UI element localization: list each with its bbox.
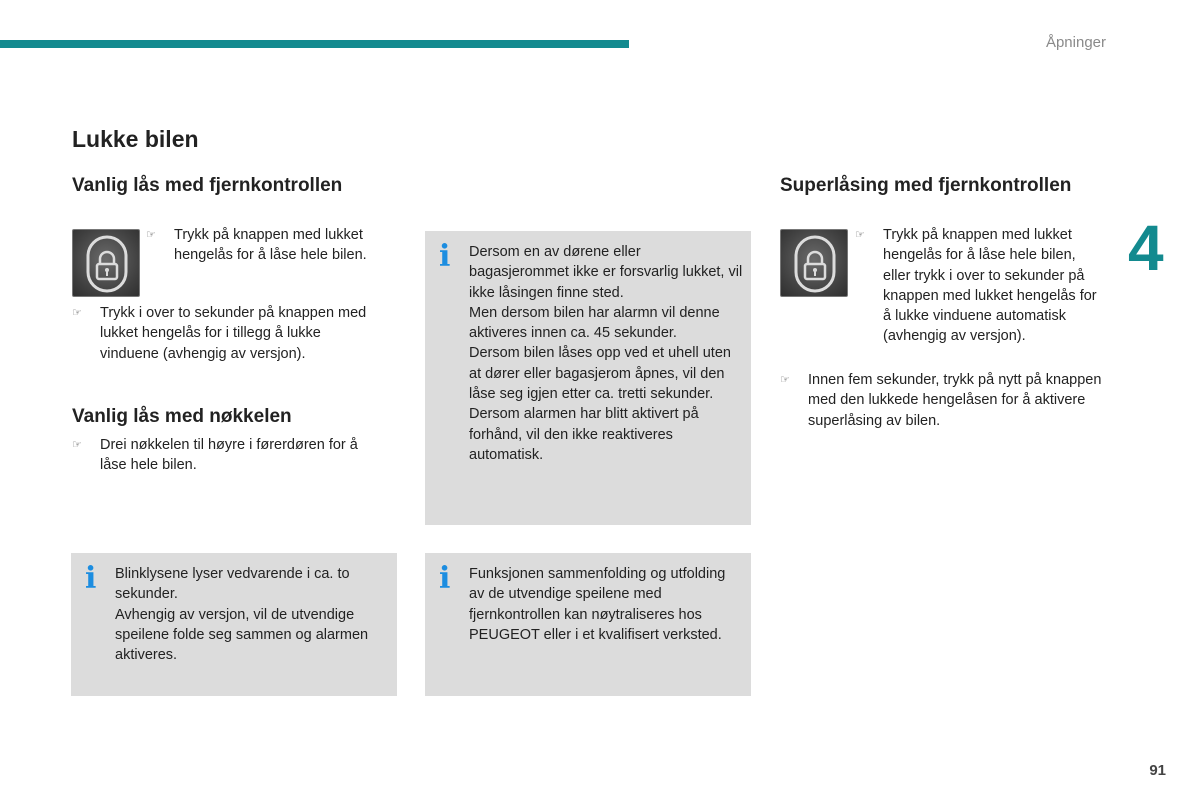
heading-remote-lock: Vanlig lås med fjernkontrollen: [72, 175, 343, 196]
padlock-closed-button-icon: [72, 229, 140, 297]
info-box-blinkers: [71, 553, 397, 696]
heading-key-lock: Vanlig lås med nøkkelen: [72, 406, 292, 427]
bullet-superlock-2: [780, 370, 1105, 431]
info-box-doors-alarm: [425, 231, 751, 525]
bullet-remote-lock-2: [72, 303, 382, 364]
padlock-closed-button-icon: [780, 229, 848, 297]
bullet-key-lock-1: [72, 435, 382, 476]
info-icon: i: [439, 239, 451, 274]
page-number: 91: [1149, 762, 1166, 779]
info-box-mirrors: [425, 553, 751, 696]
hand-pointer-icon: ☞: [146, 229, 156, 241]
hand-pointer-icon: ☞: [72, 307, 82, 319]
info-icon: i: [439, 561, 451, 596]
info-text: Dersom en av dørene eller bagasjerommet ikke er forsvarlig lukket, vil ikke låsingen finne sted. Men dersom bilen har alarmn vil denne aktiveres innen ca. 45 sekunder. Dersom bilen låses opp ved et uhell uten at dører eller bagasjerom åpnes, vil den låse seg igjen etter ca. tretti sekunder. Dersom alarmen har blitt aktivert på forhånd, vil den ikke reaktiveres automatisk.: [469, 244, 743, 463]
chapter-number: 4: [1128, 212, 1164, 284]
hand-pointer-icon: ☞: [72, 439, 82, 451]
hand-pointer-icon: ☞: [780, 374, 790, 386]
header-accent-bar: [0, 40, 629, 48]
bullet-text: Drei nøkkelen til høyre i førerdøren for å låse hele bilen.: [100, 437, 358, 474]
bullet-remote-lock-1: [146, 225, 386, 266]
info-icon: i: [85, 561, 97, 596]
info-text: Funksjonen sammenfolding og utfolding av de utvendige speilene med fjernkontrollen kan nøytraliseres hos PEUGEOT eller i et kvalifisert verksted.: [469, 566, 726, 643]
section-label: Åpninger: [1045, 34, 1106, 51]
bullet-text: Trykk på knappen med lukket hengelås for å låse hele bilen.: [174, 227, 367, 264]
bullet-superlock-1: [855, 225, 1105, 347]
page-title: Lukke bilen: [72, 126, 199, 152]
bullet-text: Trykk i over to sekunder på knappen med lukket hengelås for i tillegg å lukke vinduene (avhengig av versjon).: [100, 305, 367, 362]
bullet-text: Trykk på knappen med lukket hengelås for å låse hele bilen, eller trykk i over to sekunder på knappen med lukket hengelås for å lukke vinduene automatisk (avhengig av versjon).: [883, 227, 1097, 345]
bullet-text: Innen fem sekunder, trykk på nytt på knappen med den lukkede hengelåsen for å aktivere superlåsing av bilen.: [808, 372, 1102, 429]
heading-superlock: Superlåsing med fjernkontrollen: [780, 175, 1072, 196]
hand-pointer-icon: ☞: [855, 229, 865, 241]
info-text: Blinklysene lyser vedvarende i ca. to sekunder. Avhengig av versjon, vil de utvendige speilene folde seg sammen og alarmen aktiveres.: [115, 566, 369, 664]
